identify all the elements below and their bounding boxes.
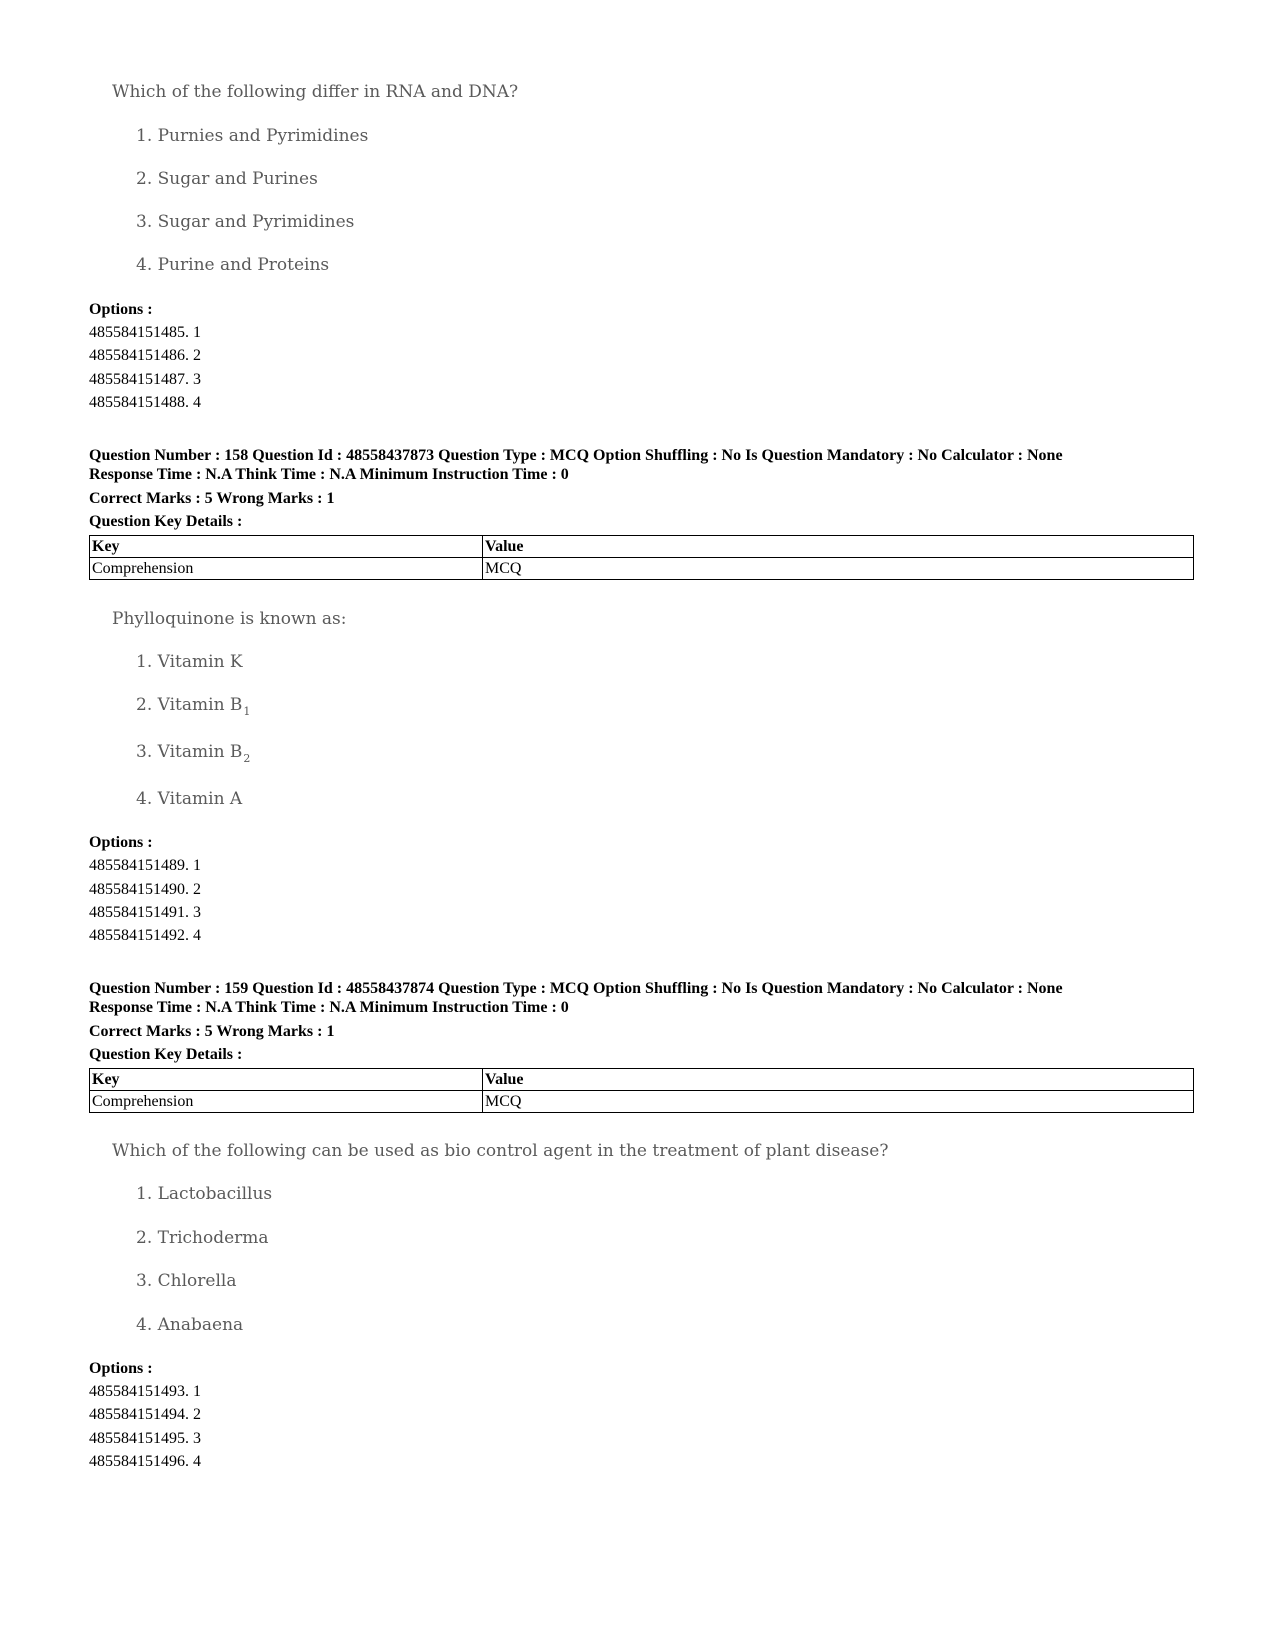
question-option: 2. Trichoderma bbox=[136, 1228, 269, 1248]
question-stem: Phylloquinone is known as: bbox=[112, 609, 347, 629]
table-cell-value: MCQ bbox=[483, 558, 1194, 580]
question-key-table bbox=[89, 1068, 1194, 1113]
question-meta-times: Response Time : N.A Think Time : N.A Minimum Instruction Time : 0 bbox=[89, 466, 569, 483]
options-title: Options : bbox=[89, 301, 153, 318]
table-header-value: Value bbox=[483, 536, 1194, 558]
question-option: 4. Anabaena bbox=[136, 1315, 244, 1335]
option-id-line: 485584151493. 1 bbox=[89, 1383, 201, 1400]
question-key-table bbox=[89, 535, 1194, 580]
table-header-key: Key bbox=[90, 1069, 483, 1091]
option-id-line: 485584151496. 4 bbox=[89, 1453, 201, 1470]
table-row bbox=[90, 1091, 1194, 1113]
question-option: 3. Sugar and Pyrimidines bbox=[136, 212, 355, 232]
table-header-key: Key bbox=[90, 536, 483, 558]
question-meta: Question Number : 159 Question Id : 48558437874 Question Type : MCQ Option Shuffling : No Is Question Mandatory : No Calculator : None bbox=[89, 980, 1063, 997]
table-header-value: Value bbox=[483, 1069, 1194, 1091]
question-option: 1. Purnies and Pyrimidines bbox=[136, 126, 369, 146]
question-option: 1. Lactobacillus bbox=[136, 1184, 273, 1204]
option-id-line: 485584151492. 4 bbox=[89, 927, 201, 944]
table-row bbox=[90, 558, 1194, 580]
question-marks: Correct Marks : 5 Wrong Marks : 1 bbox=[89, 1023, 335, 1040]
option-id-line: 485584151494. 2 bbox=[89, 1406, 201, 1423]
question-meta-times: Response Time : N.A Think Time : N.A Minimum Instruction Time : 0 bbox=[89, 999, 569, 1016]
options-title: Options : bbox=[89, 1360, 153, 1377]
table-cell-value: MCQ bbox=[483, 1091, 1194, 1113]
option-id-line: 485584151486. 2 bbox=[89, 347, 201, 364]
option-id-line: 485584151489. 1 bbox=[89, 857, 201, 874]
question-marks: Correct Marks : 5 Wrong Marks : 1 bbox=[89, 490, 335, 507]
question-option: 4. Vitamin A bbox=[136, 789, 243, 809]
question-option: 4. Purine and Proteins bbox=[136, 255, 330, 275]
question-option: 2. Vitamin $B_1$ bbox=[136, 695, 251, 718]
table-cell-key: Comprehension bbox=[90, 558, 483, 580]
question-meta: Question Number : 158 Question Id : 48558437873 Question Type : MCQ Option Shuffling : No Is Question Mandatory : No Calculator : None bbox=[89, 447, 1063, 464]
question-option: 2. Sugar and Purines bbox=[136, 169, 318, 189]
option-id-line: 485584151491. 3 bbox=[89, 904, 201, 921]
option-id-line: 485584151485. 1 bbox=[89, 324, 201, 341]
question-key-details-title: Question Key Details : bbox=[89, 1046, 243, 1063]
question-stem: Which of the following can be used as bio control agent in the treatment of plant disease? bbox=[112, 1141, 889, 1161]
question-option: 3. Vitamin $B_2$ bbox=[136, 742, 251, 765]
question-stem: Which of the following differ in RNA and DNA? bbox=[112, 82, 519, 102]
options-title: Options : bbox=[89, 834, 153, 851]
option-id-line: 485584151487. 3 bbox=[89, 371, 201, 388]
question-key-details-title: Question Key Details : bbox=[89, 513, 243, 530]
table-cell-key: Comprehension bbox=[90, 1091, 483, 1113]
option-id-line: 485584151490. 2 bbox=[89, 881, 201, 898]
option-id-line: 485584151495. 3 bbox=[89, 1430, 201, 1447]
option-id-line: 485584151488. 4 bbox=[89, 394, 201, 411]
question-option: 1. Vitamin K bbox=[136, 652, 243, 672]
question-option: 3. Chlorella bbox=[136, 1271, 237, 1291]
